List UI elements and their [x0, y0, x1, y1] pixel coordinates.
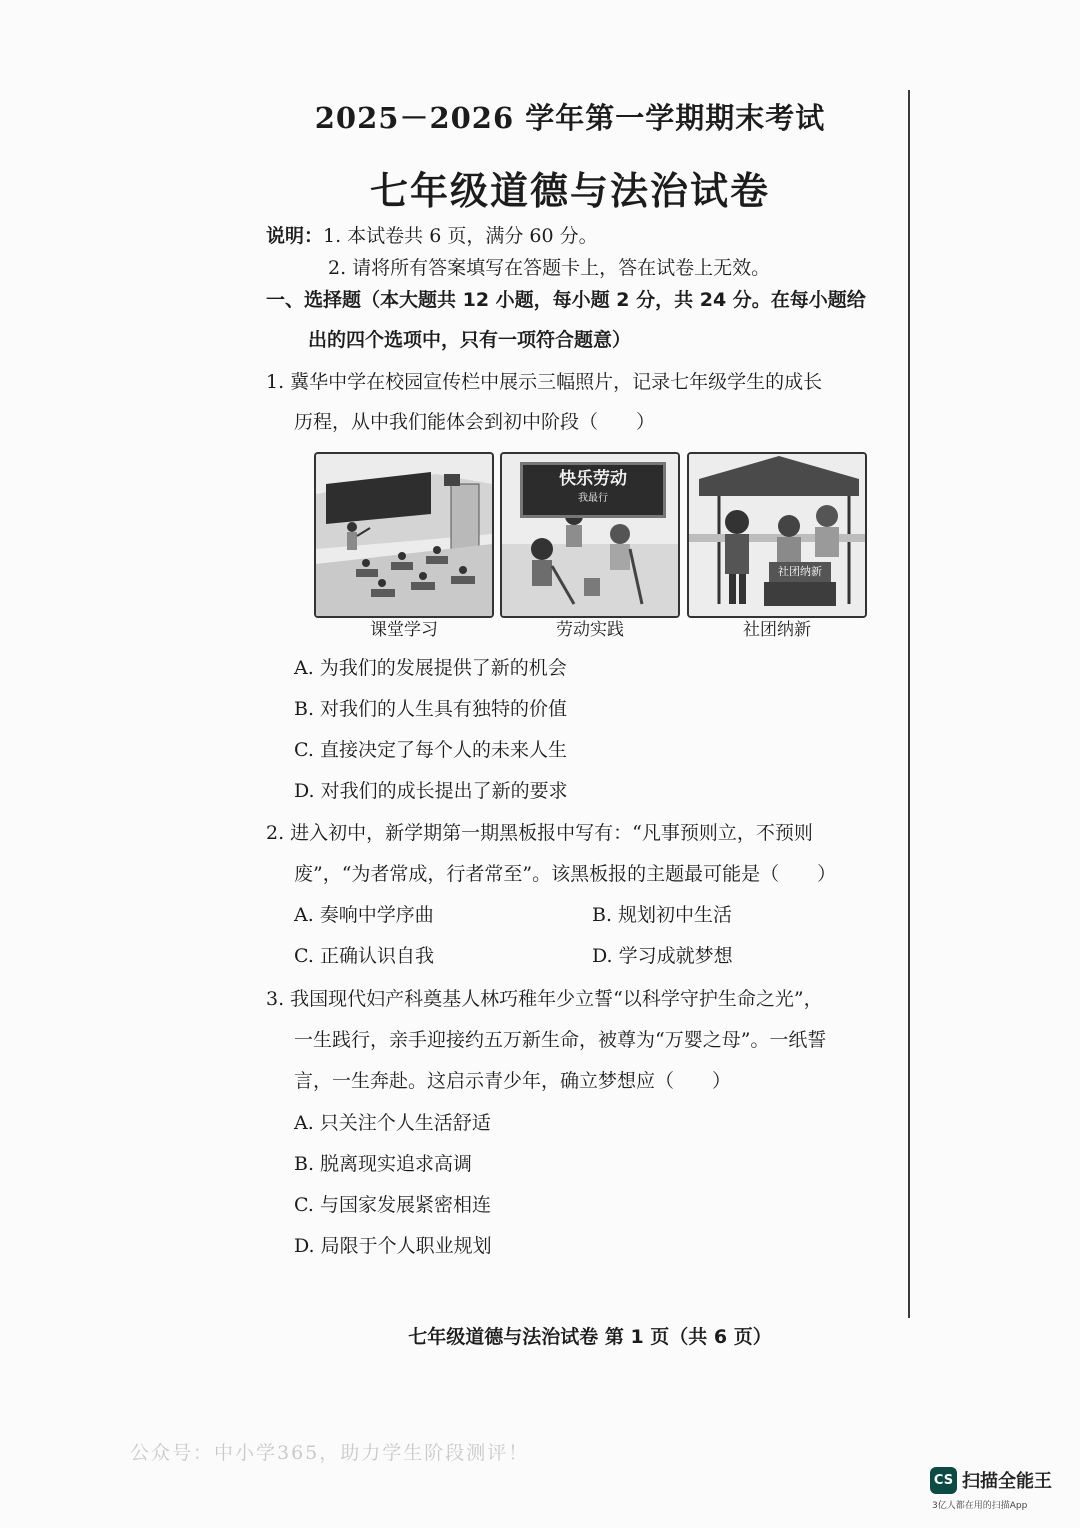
figure-caption-classroom: 课堂学习	[370, 620, 438, 640]
question-2-option-a: A. 奏响中学序曲	[294, 904, 434, 926]
blackboard-subtitle: 我最行	[578, 493, 608, 504]
scanner-tagline: 3亿人都在用的扫描App	[932, 1501, 1028, 1511]
figure-caption-club: 社团纳新	[743, 620, 811, 640]
figure-classroom-image	[314, 452, 494, 618]
question-3-line3: 言，一生奔赴。这启示青少年，确立梦想应（ ）	[294, 1070, 732, 1092]
question-1-option-c: C. 直接决定了每个人的未来人生	[294, 739, 567, 761]
question-2-option-d: D. 学习成就梦想	[592, 945, 733, 967]
instructions	[266, 221, 598, 251]
question-2-option-b: B. 规划初中生活	[592, 904, 733, 926]
question-1-option-a: A. 为我们的发展提供了新的机会	[294, 657, 567, 679]
question-1-line2: 历程，从中我们能体会到初中阶段（ ）	[294, 411, 656, 433]
paper-title: 七年级道德与法治试卷	[369, 168, 770, 213]
scanner-app-name: 扫描全能王	[962, 1471, 1052, 1492]
question-3-option-c: C. 与国家发展紧密相连	[294, 1194, 491, 1216]
club-illustration	[689, 454, 865, 616]
page-footer: 七年级道德与法治试卷 第 1 页（共 6 页）	[408, 1326, 772, 1348]
binding-line	[908, 90, 910, 1318]
question-2-line1: 2. 进入初中，新学期第一期黑板报中写有：“凡事预则立，不预则	[266, 822, 813, 844]
instructions-label: 说明：	[266, 225, 324, 247]
instruction-item-2: 2. 请将所有答案填写在答题卡上，答在试卷上无效。	[328, 257, 771, 279]
cs-logo-icon: CS	[930, 1467, 957, 1494]
question-3-line1: 3. 我国现代妇产科奠基人林巧稚年少立誓“以科学守护生命之光”，	[266, 988, 823, 1010]
question-3-option-d: D. 局限于个人职业规划	[294, 1235, 492, 1257]
figure-labor-image	[500, 452, 680, 618]
question-3-option-a: A. 只关注个人生活舒适	[294, 1112, 491, 1134]
scanner-logo	[930, 1466, 1052, 1494]
labor-blackboard	[520, 462, 666, 518]
section-heading-line1: 一、选择题（本大题共 12 小题，每小题 2 分，共 24 分。在每小题给	[266, 289, 866, 311]
question-2-line2: 废”，“为者常成，行者常至”。该黑板报的主题最可能是（ ）	[294, 863, 837, 885]
watermark-text: 公众号：中小学365，助力学生阶段测评！	[130, 1442, 530, 1464]
question-3-line2: 一生践行，亲手迎接约五万新生命，被尊为“万婴之母”。一纸誓	[294, 1029, 827, 1051]
section-heading-line2: 出的四个选项中，只有一项符合题意）	[308, 329, 632, 351]
question-1-option-b: B. 对我们的人生具有独特的价值	[294, 698, 568, 720]
blackboard-title: 快乐劳动	[559, 469, 627, 489]
question-3-option-b: B. 脱离现实追求高调	[294, 1153, 473, 1175]
question-1-line1: 1. 冀华中学在校园宣传栏中展示三幅照片，记录七年级学生的成长	[266, 371, 823, 393]
figure-caption-labor: 劳动实践	[556, 620, 624, 640]
classroom-illustration	[316, 454, 492, 616]
question-2-option-c: C. 正确认识自我	[294, 945, 434, 967]
instruction-item-1: 1. 本试卷共 6 页，满分 60 分。	[323, 225, 598, 247]
question-1-option-d: D. 对我们的成长提出了新的要求	[294, 780, 568, 802]
figure-club-image	[687, 452, 867, 618]
club-sign: 社团纳新	[769, 562, 831, 582]
exam-title: 2025－2026 学年第一学期期末考试	[314, 101, 826, 135]
